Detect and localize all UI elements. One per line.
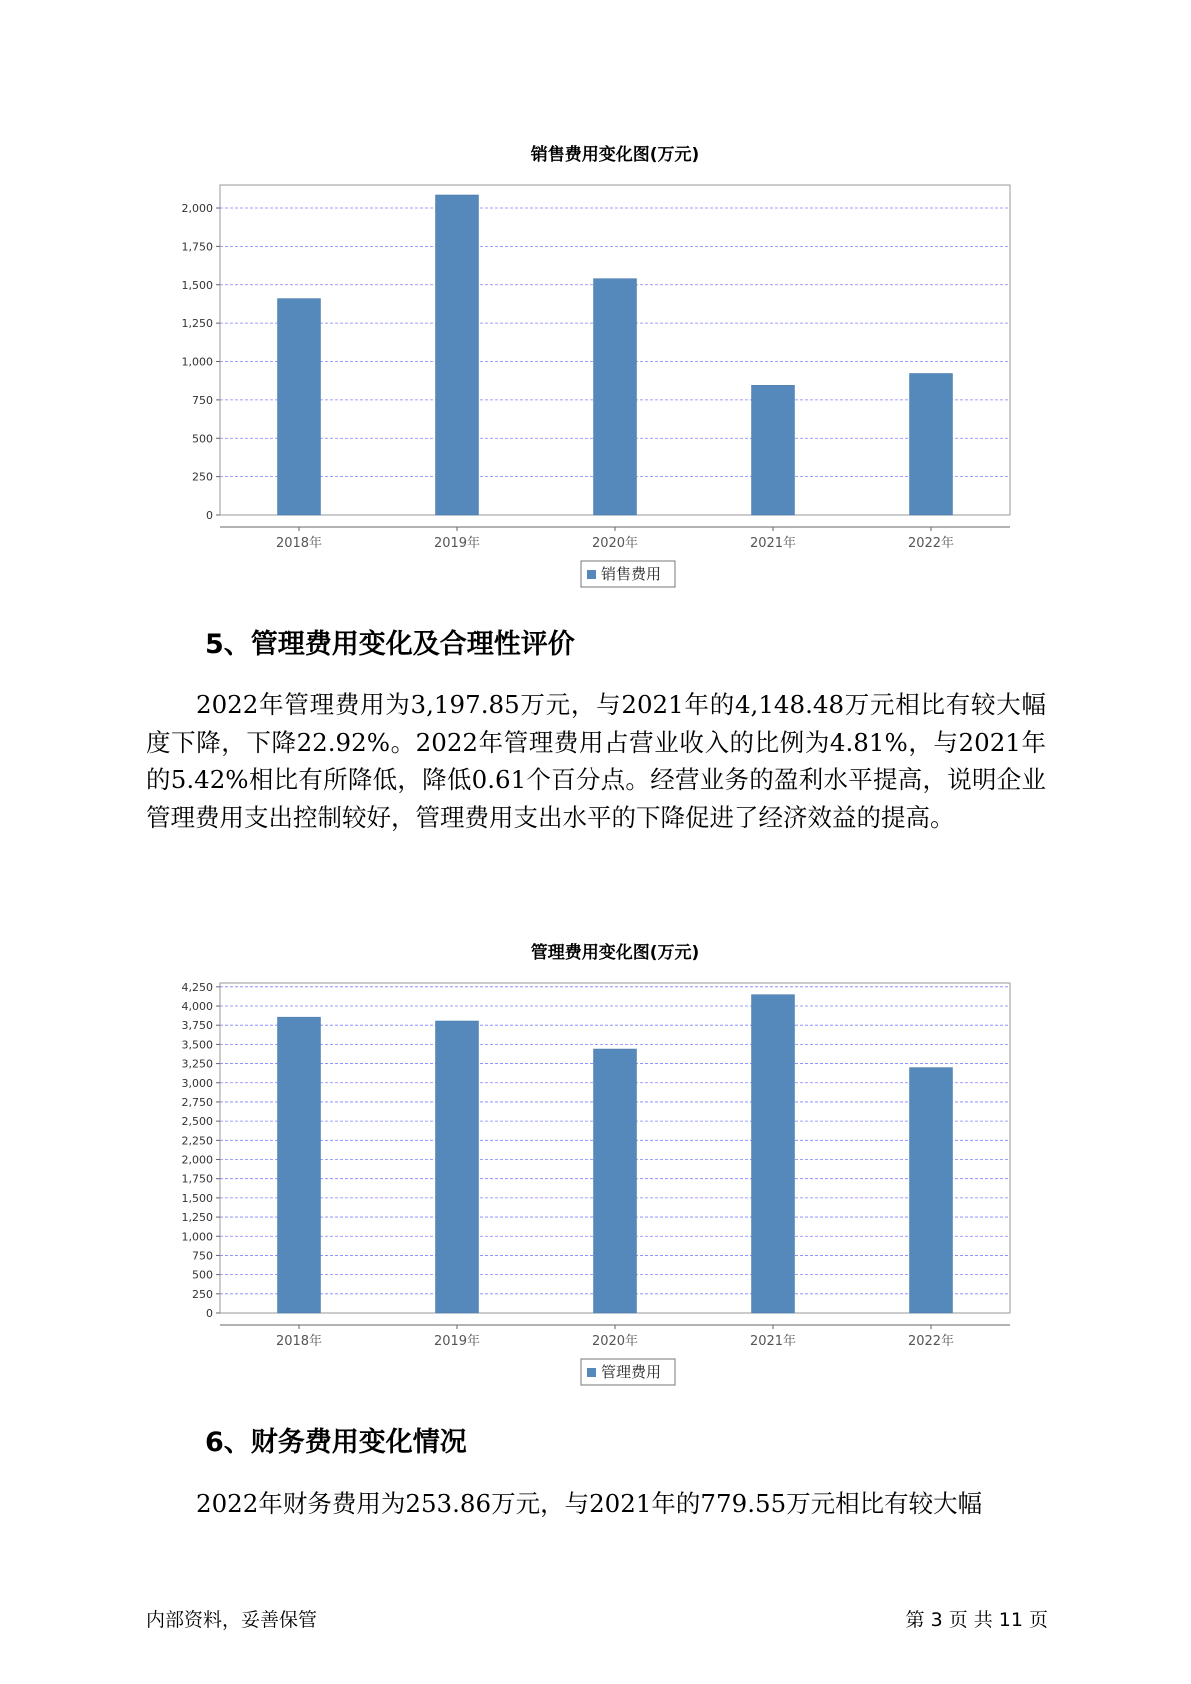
y-tick-label: 250: [192, 1287, 213, 1301]
y-tick-label: 3,750: [181, 1019, 213, 1033]
bar-2021年: [752, 995, 795, 1313]
x-tick-label: 2021年: [749, 536, 797, 551]
bar-2018年: [278, 1017, 321, 1313]
mgmt-expense-paragraph: 2022年管理费用为3,197.85万元，与2021年的4,148.48万元相比有较大幅度下降，下降22.92%。2022年管理费用占营业收入的比例为4.81%，与2021年的5.42%相比有所降低，降低0.61个百分点。经营业务的盈利水平提高，说明企业管理费用支出控制较好，管理费用支出水平的下降促进了经济效益的提高。: [146, 690, 1046, 832]
legend-label: 管理费用: [601, 1363, 662, 1381]
legend-label: 销售费用: [601, 565, 662, 583]
bar-2019年: [436, 195, 479, 515]
y-tick-label: 1,750: [181, 1172, 213, 1186]
x-tick-label: 2019年: [433, 536, 481, 551]
bar-2021年: [752, 385, 795, 515]
mgmt-expense-heading: 5、管理费用变化及合理性评价: [205, 629, 575, 660]
y-tick-label: 3,250: [181, 1057, 213, 1071]
y-tick-label: 1,500: [181, 278, 213, 292]
x-tick-label: 2020年: [591, 1334, 639, 1349]
y-tick-label: 1,000: [181, 1230, 213, 1244]
y-tick-label: 1,000: [181, 355, 213, 369]
y-tick-label: 500: [192, 1268, 213, 1282]
bar-2018年: [278, 299, 321, 515]
chart-legend: [581, 561, 675, 587]
y-tick-label: 1,500: [181, 1191, 213, 1205]
y-tick-label: 500: [192, 432, 213, 446]
bar-2019年: [436, 1021, 479, 1313]
y-tick-label: 0: [206, 1307, 213, 1320]
mgmt-expense-chart-svg: [0, 928, 1191, 1388]
y-tick-label: 2,250: [181, 1134, 213, 1148]
y-tick-label: 2,750: [181, 1095, 213, 1109]
chart-title: 销售费用变化图(万元): [530, 145, 700, 165]
x-tick-label: 2021年: [749, 1334, 797, 1349]
y-tick-label: 4,000: [181, 1000, 213, 1014]
x-tick-label: 2022年: [907, 536, 955, 551]
footer-confidential-note: 内部资料，妥善保管: [146, 1609, 318, 1631]
footer-page-number: 第 3 页 共 11 页: [905, 1609, 1048, 1631]
bar-2020年: [594, 279, 637, 515]
legend-swatch: [587, 1368, 596, 1377]
y-tick-label: 2,000: [181, 1153, 213, 1167]
y-tick-label: 3,000: [181, 1076, 213, 1090]
y-tick-label: 1,250: [181, 1211, 213, 1225]
y-tick-label: 3,500: [181, 1038, 213, 1052]
sales-expense-chart: [0, 130, 1191, 590]
chart-legend: [581, 1359, 675, 1385]
sales-expense-chart-svg: [0, 130, 1191, 590]
bar-2022年: [910, 1068, 953, 1313]
bar-2020年: [594, 1049, 637, 1313]
y-tick-label: 0: [206, 509, 213, 522]
y-tick-label: 4,250: [181, 980, 213, 994]
y-tick-label: 1,250: [181, 317, 213, 331]
finance-expense-paragraph: 2022年财务费用为253.86万元，与2021年的779.55万元相比有较大幅: [196, 1489, 983, 1518]
finance-expense-heading: 6、财务费用变化情况: [205, 1427, 467, 1458]
y-tick-label: 250: [192, 470, 213, 484]
bar-2022年: [910, 373, 953, 515]
x-tick-label: 2019年: [433, 1334, 481, 1349]
x-tick-label: 2018年: [275, 1334, 323, 1349]
chart-title: 管理费用变化图(万元): [530, 943, 700, 963]
mgmt-expense-chart: [0, 928, 1191, 1388]
y-tick-label: 2,000: [181, 202, 213, 216]
legend-swatch: [587, 570, 596, 579]
x-tick-label: 2022年: [907, 1334, 955, 1349]
y-tick-label: 750: [192, 1249, 213, 1263]
x-tick-label: 2020年: [591, 536, 639, 551]
y-tick-label: 2,500: [181, 1115, 213, 1129]
y-tick-label: 1,750: [181, 240, 213, 254]
x-tick-label: 2018年: [275, 536, 323, 551]
y-tick-label: 750: [192, 393, 213, 407]
